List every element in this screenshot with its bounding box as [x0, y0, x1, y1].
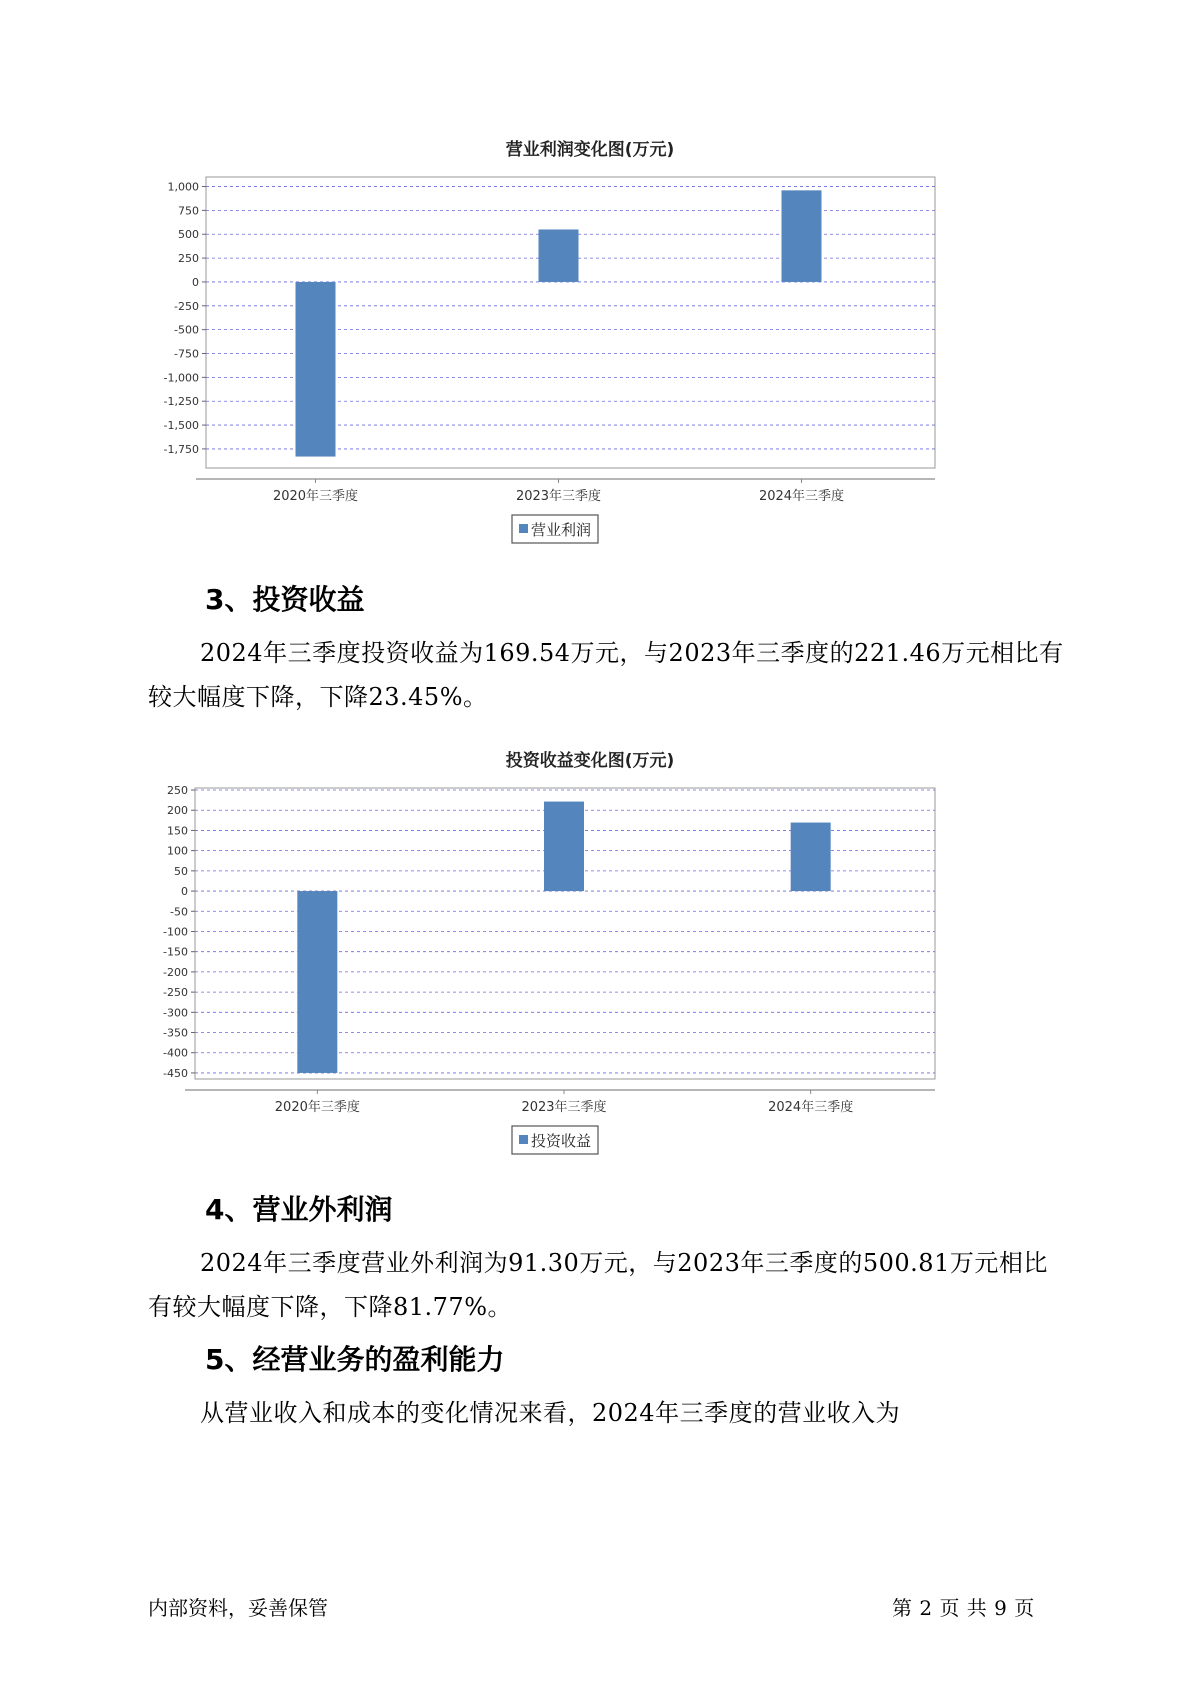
x-tick-label: 2024年三季度: [758, 489, 845, 504]
y-tick-label: -500: [174, 323, 199, 337]
y-tick-label: 50: [174, 864, 188, 878]
operating-profit-chart-svg: [150, 135, 1030, 590]
legend-swatch: [519, 524, 528, 533]
bar: [296, 282, 336, 457]
y-tick-label: -100: [163, 925, 188, 939]
operating-profit-chart: [150, 135, 1030, 590]
y-tick-label: -450: [163, 1066, 188, 1080]
legend-label: 投资收益: [531, 1132, 592, 1150]
y-tick-label: 250: [178, 252, 199, 266]
y-tick-label: 250: [167, 784, 188, 798]
y-tick-label: -350: [163, 1026, 188, 1040]
bar: [782, 190, 822, 282]
x-tick-label: 2023年三季度: [521, 1100, 607, 1115]
y-tick-label: -1,500: [163, 419, 199, 433]
y-tick-label: -250: [174, 299, 199, 313]
footer-confidential-note: 内部资料，妥善保管: [148, 1596, 328, 1620]
y-tick-label: -200: [163, 965, 188, 979]
legend: [512, 1126, 598, 1154]
y-tick-label: -1,750: [163, 442, 199, 456]
x-tick-label: 2020年三季度: [274, 1100, 360, 1115]
bar: [539, 229, 579, 281]
y-tick-label: -1,000: [163, 371, 199, 385]
y-tick-label: 200: [167, 804, 188, 818]
investment-income-chart: [150, 746, 1030, 1201]
investment-income-chart-svg: [150, 746, 1030, 1201]
legend-swatch: [519, 1135, 528, 1144]
y-tick-label: -150: [163, 945, 188, 959]
section-4-paragraph: 2024年三季度营业外利润为91.30万元，与2023年三季度的500.81万元相比有较大幅度下降，下降81.77%。: [148, 1249, 1048, 1321]
y-tick-label: 500: [178, 228, 199, 242]
legend-label: 营业利润: [531, 521, 592, 539]
bar: [791, 823, 831, 892]
chart-title: 投资收益变化图(万元): [505, 751, 675, 771]
y-tick-label: 150: [167, 824, 188, 838]
y-tick-label: 1,000: [167, 180, 199, 194]
y-tick-label: -300: [163, 1006, 188, 1020]
section-5-heading: 5、经营业务的盈利能力: [205, 1343, 505, 1376]
y-tick-label: 750: [178, 204, 199, 218]
y-tick-label: -250: [163, 986, 188, 1000]
section-4-heading: 4、营业外利润: [205, 1193, 393, 1226]
x-tick-label: 2024年三季度: [768, 1100, 854, 1115]
x-tick-label: 2020年三季度: [272, 489, 359, 504]
chart-title: 营业利润变化图(万元): [505, 140, 675, 160]
y-tick-label: -400: [163, 1046, 188, 1060]
bar: [544, 802, 584, 892]
y-tick-label: 100: [167, 844, 188, 858]
y-tick-label: 0: [192, 275, 199, 289]
section-5-paragraph: 从营业收入和成本的变化情况来看，2024年三季度的营业收入为: [200, 1399, 901, 1427]
y-tick-label: 0: [181, 885, 188, 899]
x-tick-label: 2023年三季度: [515, 489, 602, 504]
section-3-paragraph: 2024年三季度投资收益为169.54万元，与2023年三季度的221.46万元相比有较大幅度下降，下降23.45%。: [148, 639, 1064, 711]
y-tick-label: -750: [174, 347, 199, 361]
y-tick-label: -1,250: [163, 395, 199, 409]
y-tick-label: -50: [170, 905, 188, 919]
section-3-heading: 3、投资收益: [205, 583, 365, 616]
legend: [512, 515, 598, 543]
footer-page-number: 第 2 页 共 9 页: [892, 1596, 1035, 1620]
bar: [297, 891, 337, 1073]
